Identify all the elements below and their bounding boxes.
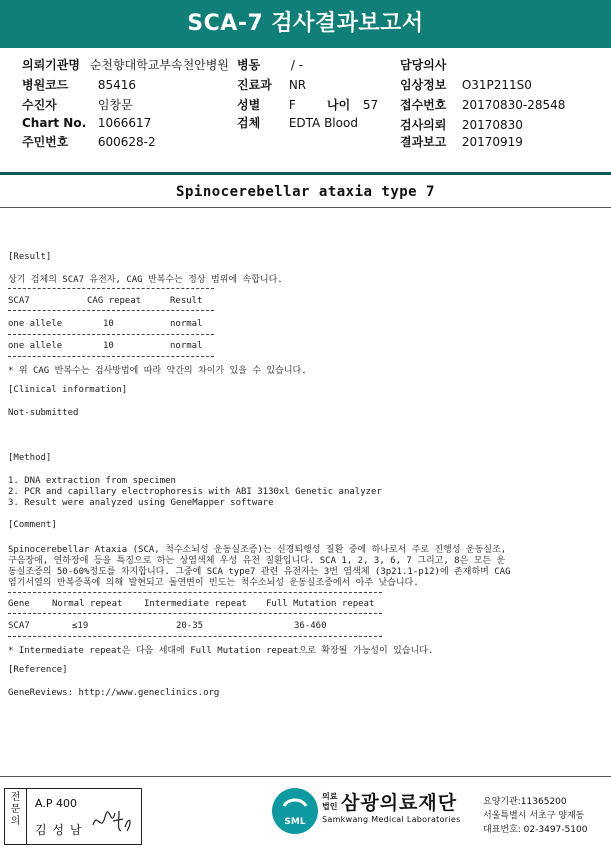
result-col-gene: SCA7 (8, 296, 30, 306)
specimen-field (237, 114, 358, 131)
dept-label: 진료과 (237, 78, 272, 92)
age-value: 57 (362, 98, 379, 112)
report-date-field (400, 133, 523, 150)
reference-heading: [Reference] (8, 665, 68, 675)
sex-label: 성별 (237, 98, 261, 112)
facility-number: 요양기관:11365200 (483, 797, 567, 807)
org-name: 삼광의료재단 (341, 792, 458, 814)
result-row2-result: normal (170, 341, 203, 351)
result-summary: 상기 검체의 SCA7 유전자, CAG 반복수는 정상 범위에 속합니다. (8, 275, 283, 285)
method-heading: [Method] (8, 453, 52, 463)
result-table-rule (8, 310, 214, 311)
hospital-code-field (22, 76, 136, 93)
repeat-normal: ≤19 (72, 621, 89, 631)
ward-value: / - (290, 58, 304, 72)
clinical-info-value: O31P211S0 (461, 78, 532, 92)
repeat-table-rule (8, 613, 382, 614)
org-english: Samkwang Medical Laboratories (322, 815, 461, 824)
sex-value: F (288, 98, 296, 112)
method-step-1: 1. DNA extraction from specimen (8, 476, 176, 486)
doctor-label: 담당의사 (400, 58, 447, 72)
result-heading: [Result] (8, 252, 52, 262)
result-note: * 위 CAG 반복수는 검사방법에 따라 약간의 차이가 있을 수 있습니다. (8, 366, 307, 376)
repeat-col-gene: Gene (8, 599, 30, 609)
patient-value: 임창문 (97, 98, 133, 112)
result-table-rule (8, 334, 214, 335)
receipt-value: 20170830-28548 (461, 98, 566, 112)
resident-label: 주민번호 (22, 135, 69, 149)
patient-field (22, 96, 133, 113)
sml-logo-icon (272, 788, 318, 834)
institution-label: 의뢰기관명 (22, 58, 80, 72)
corp-small-label: 의료 법인 (322, 792, 338, 811)
repeat-gene: SCA7 (8, 621, 30, 631)
comment-note: * Intermediate repeat은 다음 세대에 Full Mutation repeat으로 확장될 가능성이 있습니다. (8, 646, 434, 656)
footer-divider (0, 776, 611, 777)
request-field (400, 116, 523, 133)
comment-line-4: 염기서열의 반복증폭에 의해 발현되고 돌연변이 빈도는 척수소뇌성 운동실조증에서 아주 낮습니다. (8, 578, 419, 588)
result-row1-result: normal (170, 319, 203, 329)
hospital-code-value: 85416 (97, 78, 137, 92)
age-label: 나이 (327, 98, 351, 112)
result-col-cag: CAG repeat (87, 296, 142, 306)
dept-value: NR (288, 78, 307, 92)
repeat-intermediate: 20-35 (176, 621, 204, 631)
patient-label: 수진자 (22, 98, 57, 112)
signature-icon (89, 803, 137, 837)
specialist-label: 전문의 (5, 789, 27, 844)
test-title: Spinocerebellar ataxia type 7 (176, 184, 435, 200)
specimen-value: EDTA Blood (288, 116, 358, 130)
repeat-col-full: Full Mutation repeat (266, 599, 375, 609)
result-row1-allele: one allele (8, 319, 63, 329)
chart-value: 1066617 (97, 116, 152, 130)
hospital-code-label: 병원코드 (22, 78, 69, 92)
comment-heading: [Comment] (8, 520, 57, 530)
logo-mark-text: SML (284, 817, 306, 827)
chart-field (22, 116, 151, 130)
receipt-field (400, 96, 565, 113)
repeat-col-intermediate: Intermediate repeat (144, 599, 247, 609)
receipt-label: 접수번호 (400, 98, 447, 112)
title-divider (0, 207, 611, 208)
chart-label: Chart No. (22, 116, 87, 130)
institution-field (22, 56, 229, 73)
age-field (327, 96, 378, 113)
repeat-full: 36-460 (294, 621, 327, 631)
request-label: 검사의뢰 (400, 118, 447, 132)
method-step-2: 2. PCR and capillary electrophoresis with ABI 3130xl Genetic analyzer (8, 487, 382, 497)
clinical-text: Not-submitted (8, 408, 79, 418)
org-address: 서울특별시 서초구 양재동 (483, 811, 585, 821)
comment-line-3: 동실조증의 50-60%정도를 차지합니다. 그중에 SCA type7 관련 유전자는 3번 염색체 (3p21.1-p12)에 존재하며 CAG (8, 567, 511, 577)
institution-value: 순천향대학교부속천안병원 (89, 58, 229, 72)
result-row2-allele: one allele (8, 341, 63, 351)
sex-field (237, 96, 296, 113)
report-title: SCA-7 검사결과보고서 (0, 0, 611, 48)
comment-line-2: 구음장애, 연하장애 등을 특징으로 하는 상염색체 우성 유전 질환입니다. SCA 1, 2, 3, 6, 7 그리고, 8은 모든 운 (8, 556, 506, 566)
result-table-rule (8, 288, 214, 289)
doctor-field (400, 56, 446, 73)
resident-value: 600628-2 (97, 135, 156, 149)
method-step-3: 3. Result were analyzed using GeneMapper software (8, 498, 274, 508)
reference-text: GeneReviews: http://www.geneclinics.org (8, 688, 220, 698)
comment-line-1: Spinocerebellar Ataxia (SCA, 척수소뇌성 운동실조증)는 신경퇴행성 질환 중에 하나로서 주로 진행성 운동실조, (8, 545, 507, 555)
org-phone: 대표번호: 02-3497-5100 (483, 825, 588, 835)
physician-name: 김 성 남 (35, 823, 83, 837)
report-date-value: 20170919 (461, 135, 523, 149)
ward-label: 병동 (237, 58, 261, 72)
clinical-heading: [Clinical information] (8, 385, 128, 395)
result-col-result: Result (170, 296, 203, 306)
repeat-table-rule (8, 592, 382, 593)
license-number: A.P 400 (35, 797, 77, 810)
result-row2-repeat: 10 (103, 341, 114, 351)
report-date-label: 결과보고 (400, 135, 447, 149)
header-divider (0, 172, 611, 175)
clinical-info-label: 임상정보 (400, 78, 447, 92)
specimen-label: 검체 (237, 116, 261, 130)
result-table-rule (8, 356, 214, 357)
clinical-info-field (400, 76, 532, 93)
signature-box (4, 788, 142, 845)
repeat-table-rule (8, 636, 382, 637)
resident-field (22, 133, 156, 150)
ward-field (237, 56, 303, 73)
dept-field (237, 76, 306, 93)
request-value: 20170830 (461, 118, 523, 132)
repeat-col-normal: Normal repeat (52, 599, 123, 609)
result-row1-repeat: 10 (103, 319, 114, 329)
